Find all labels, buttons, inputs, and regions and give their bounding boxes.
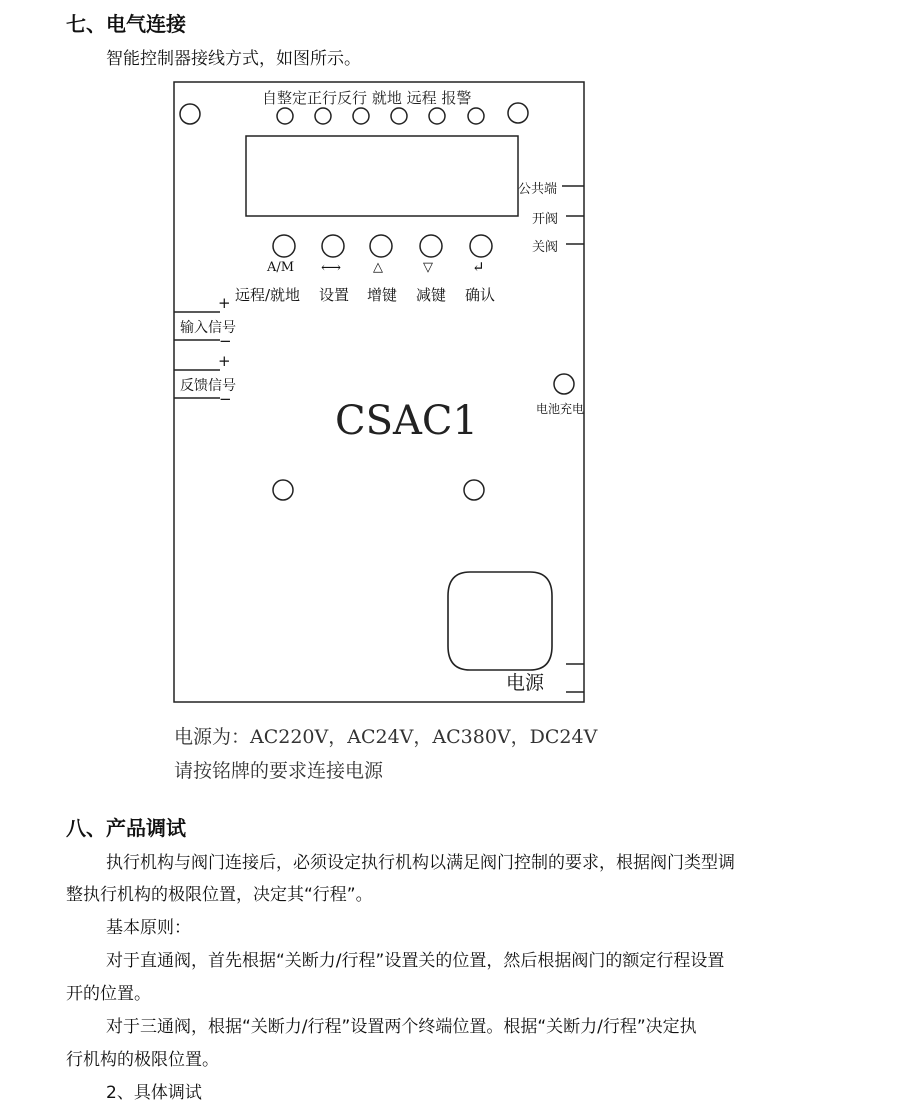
section-8-para5: 2、具体调试 [106, 1083, 202, 1103]
input-signal-plus: + [218, 294, 231, 312]
button-am [273, 235, 295, 257]
section-8-para4-line2: 行机构的极限位置。 [66, 1050, 219, 1070]
section-8-para2: 基本原则： [106, 918, 191, 938]
power-note-line1: 电源为：AC220V，AC24V，AC380V，DC24V [174, 726, 598, 748]
button-set-label: 设置 [319, 286, 350, 304]
led-remote [429, 108, 445, 124]
mount-hole-bottom-left [273, 480, 293, 500]
led-label: 反行 [337, 89, 368, 107]
button-enter-symbol: ↵ [472, 258, 485, 276]
button-am-symbol: A/M [267, 260, 295, 275]
input-signal-label: 输入信号 [180, 320, 236, 336]
led-local [391, 108, 407, 124]
led-label: 就地 [371, 89, 402, 107]
feedback-signal-plus: + [218, 352, 231, 370]
battery-charge-led [554, 374, 574, 394]
button-set-symbol: ⟷ [321, 260, 342, 276]
keypad [273, 235, 492, 257]
terminal-common-label: 公共端 [518, 182, 558, 197]
terminal-open-label: 开阀 [532, 212, 559, 227]
power-note-line2: 请按铭牌的要求连接电源 [174, 760, 384, 782]
mount-hole-top-right [508, 103, 528, 123]
section-7-intro: 智能控制器接线方式，如图所示。 [106, 49, 361, 69]
led-label-row [262, 87, 471, 108]
button-down-symbol: ▽ [423, 260, 433, 275]
section-8-para3-line2: 开的位置。 [66, 984, 151, 1004]
power-socket [448, 572, 552, 670]
section-8-heading: 八、产品调试 [66, 816, 186, 840]
input-signal-minus: − [219, 332, 232, 350]
section-8-para3-line1: 对于直通阀，首先根据“关断力/行程”设置关的位置，然后根据阀门的额定行程设置 [106, 951, 725, 971]
led-self-tuning [277, 108, 293, 124]
button-up-symbol: △ [373, 260, 383, 275]
terminal-close-label: 关阀 [532, 240, 559, 255]
led-label: 自整定 [262, 89, 308, 107]
section-8-para4-line1: 对于三通阀，根据“关断力/行程”设置两个终端位置。根据“关断力/行程”决定执 [106, 1017, 697, 1037]
led-reverse [353, 108, 369, 124]
button-am-label: 远程/就地 [235, 286, 301, 304]
feedback-signal-minus: − [219, 390, 232, 408]
model-name: CSAC1 [335, 398, 478, 444]
power-label: 电源 [506, 672, 545, 694]
button-enter-label: 确认 [465, 286, 496, 304]
battery-charge-label: 电池充电 [536, 402, 585, 416]
led-label: 正行 [307, 89, 338, 107]
led-label: 远程 [406, 89, 437, 107]
section-8-para1-line1: 执行机构与阀门连接后，必须设定执行机构以满足阀门控制的要求，根据阀门类型调 [106, 853, 735, 873]
button-down [420, 235, 442, 257]
mount-hole-bottom-right [464, 480, 484, 500]
led-alarm [468, 108, 484, 124]
button-down-label: 减键 [416, 286, 447, 304]
button-enter [470, 235, 492, 257]
feedback-signal-label: 反馈信号 [180, 378, 236, 394]
indicator-leds [277, 108, 484, 124]
section-8-para1-line2: 整执行机构的极限位置，决定其“行程”。 [66, 885, 373, 905]
mount-hole-top-left [180, 104, 200, 124]
led-forward [315, 108, 331, 124]
led-label: 报警 [441, 89, 472, 107]
button-set [322, 235, 344, 257]
lcd-display [246, 136, 518, 216]
button-up-label: 增键 [367, 286, 398, 304]
button-up [370, 235, 392, 257]
section-7-heading: 七、电气连接 [66, 12, 186, 36]
